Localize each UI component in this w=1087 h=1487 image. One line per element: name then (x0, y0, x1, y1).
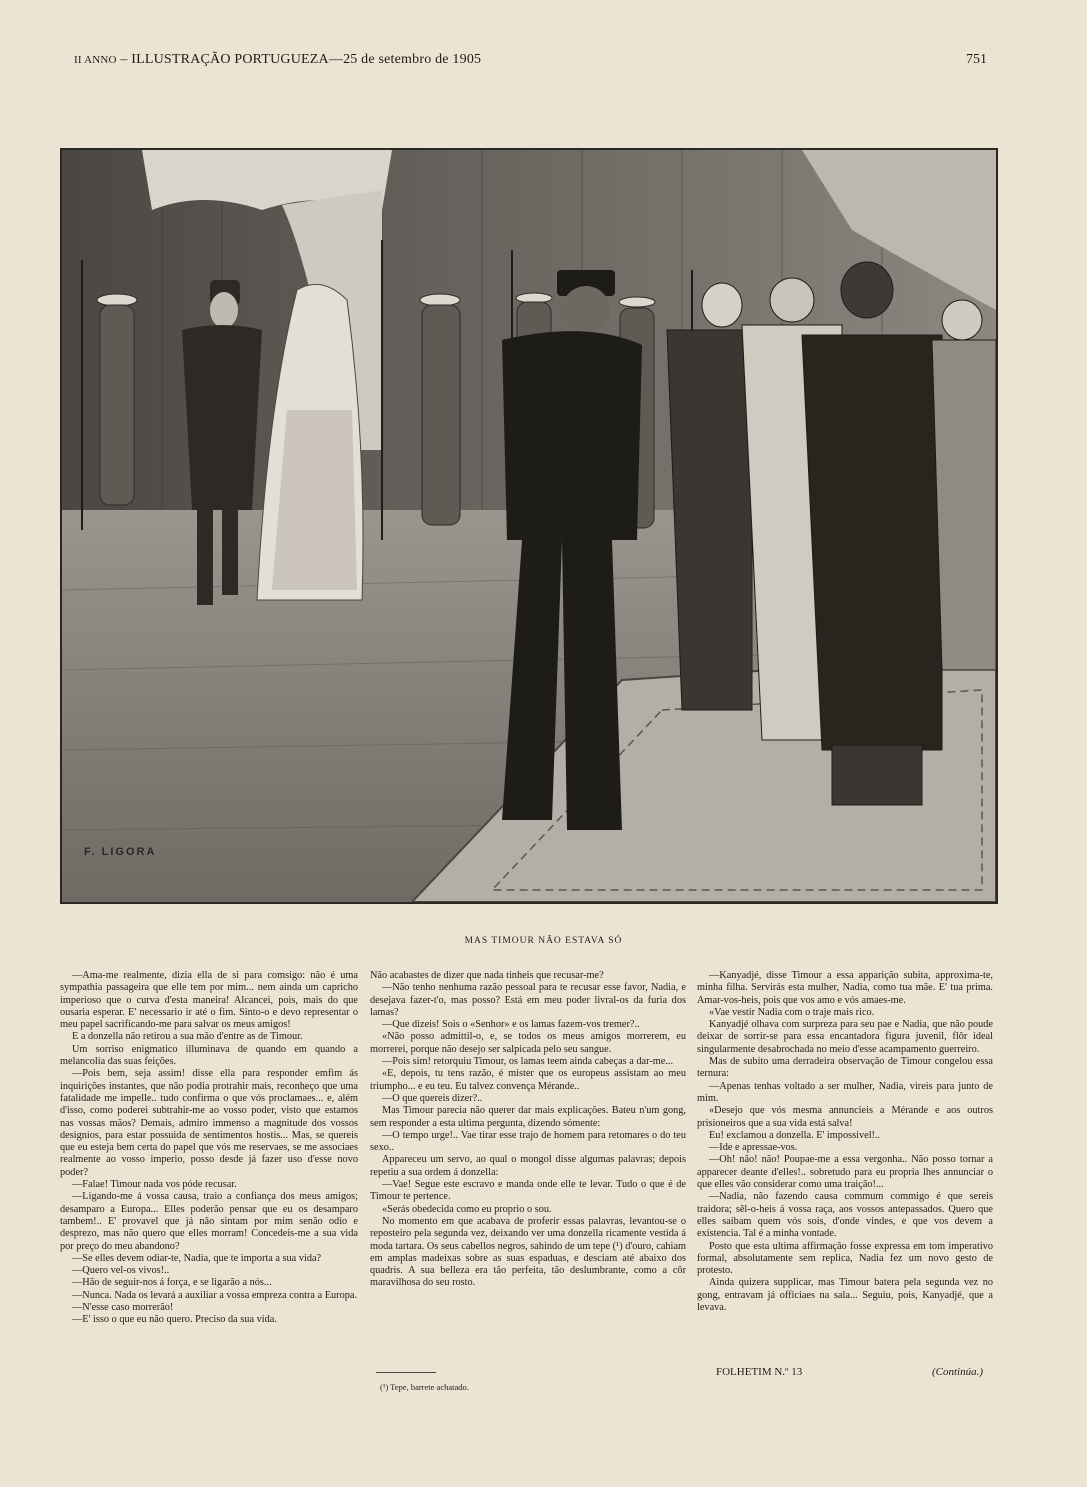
paragraph: «Não posso admittil-o, e, se todos os meus amigos morrerem, eu morrerei, porque não desejo ser salpicada pelo seu sangue. (370, 1031, 686, 1055)
paragraph: —Apenas tenhas voltado a ser mulher, Nadia, vireis para junto de mim. (697, 1080, 993, 1104)
paragraph: «Serás obedecida como eu proprio o sou. (382, 1203, 552, 1215)
paragraph: —Não tenho nenhuma razão pessoal para te recusar esse favor, Nadia, e desejava fazer-t'o, mas posso? Está em meu poder livral-os da furia dos lamas? (370, 982, 686, 1018)
paragraph: —Ide e apressae-vos. (709, 1142, 798, 1154)
paragraph: Eu! exclamou a donzella. E' impossivel!.. (709, 1129, 881, 1141)
footnote: (¹) Tepe, barrete achatado. (380, 1382, 469, 1392)
paragraph: Mas Timour parecia não querer dar mais explicações. Bateu n'um gong, sem responder a esta ultima pergunta, dizendo sómente: (370, 1105, 686, 1129)
paragraph: —Se elles devem odiar-te, Nadia, que te importa a sua vida? (72, 1252, 322, 1264)
text-column-2 (370, 970, 686, 1290)
paragraph: —Pois sim! retorquiu Timour, os lamas teem ainda cabeças a dar-me... (382, 1056, 674, 1068)
text-column-3 (697, 970, 993, 1314)
paragraph: —Nunca. Nada os levará a auxiliar a vossa empreza contra a Europa. (72, 1289, 358, 1301)
paragraph: Posto que esta ultima affirmação fosse expressa em tom imperativo formal, absolutamente sem replica, Nadia fez um novo gesto de protesto. (697, 1240, 993, 1277)
page-header (0, 52, 1087, 72)
paragraph: —Falae! Timour nada vos póde recusar. (72, 1179, 237, 1191)
issue-label: II ANNO (74, 54, 117, 66)
paragraph: Kanyadjé olhava com surpreza para seu pae e Nadia, que não poude deixar de sorrir-se para essa encantadora figura juvenil, flôr ideal singularmente desabrochada no meio d'esse acampamento guerreiro. (697, 1019, 993, 1055)
paragraph: —Que dizeis! Sois o «Senhor» e os lamas fazem-vos tremer?.. (382, 1019, 640, 1031)
paragraph: —O que quereis dizer?.. (382, 1092, 483, 1104)
illustration-plate (60, 148, 998, 904)
artist-signature: F. LIGORA (84, 846, 157, 858)
paragraph: —N'esse caso morrerão! (72, 1302, 174, 1314)
paragraph: Não acabastes de dizer que nada tinheis que recusar-me? (370, 970, 604, 981)
paragraph: —Oh! não! não! Poupae-me a essa vergonha.. Não posso tornar a apparecer deante d'elles!.. sobretudo para eu propria lhes annunciar o que elles vão considerar como uma traição!... (697, 1154, 993, 1191)
paragraph: Mas de subito uma derradeira observação de Timour congelou essa ternura: (697, 1056, 993, 1080)
paragraph: —Nadia, não fazendo causa commum commigo é que sereis traidora; sêl-o-heis á vossa raça, aos vossos antepassados. Quero que elles saibam quem vós sois, d'onde vindes, e que vos devem a existencia. Tal é a minha vontade. (697, 1191, 993, 1240)
paragraph: «Desejo que vós mesma annuncieis a Mérande e aos outros prisioneiros que a sua vida está salva! (697, 1105, 993, 1129)
running-title (74, 52, 481, 68)
paragraph: «E, depois, tu tens razão, é mister que os europeus assistam ao meu triumpho... e eu teu. Eu talvez convença Mérande.. (370, 1068, 686, 1092)
paragraph: —Vae! Segue este escravo e manda onde elle te levar. Tudo o que é de Timour te pertence. (370, 1179, 686, 1203)
paragraph: —Pois bem, seja assim! disse ella para responder emfim ás inquirições instantes, que não podia protrahir mais, reconheço que uma fatalidade me impelle.. tudo confirma o que vós proclamaes... e, além d'isso, como poderei subtrahir-me ao vosso poder, visto que estamos nas vossas mãos? Demais, admiro immenso a magnitude dos vossos designios, para estar possuida de sentimentos hostis... Mas, se quereis que eu esteja bem certa do papel que vós me reservaes, se me associaes realmente ao vosso imperio, posso desde já fazer uso d'esse novo poder? (60, 1068, 358, 1178)
paragraph: —E' isso o que eu não quero. Preciso da sua vida. (72, 1314, 277, 1326)
footnote-rule (376, 1372, 436, 1373)
paragraph: —O tempo urge!.. Vae tirar esse trajo de homem para retomares o do teu sexo.. (370, 1129, 686, 1154)
paragraph: «Vae vestir Nadia com o traje mais rico. (709, 1006, 875, 1018)
continued-note: (Continúa.) (932, 1366, 984, 1378)
text-column-1 (60, 970, 358, 1327)
paragraph: —Hão de seguir-nos á força, e se ligarão a nós... (72, 1277, 272, 1289)
paragraph: Appareceu um servo, ao qual o mongol disse algumas palavras; depois repetiu a sua ordem á donzella: (370, 1154, 686, 1178)
paragraph: Um sorriso enigmatico illuminava de quando em quando a melancolia das suas feições. (60, 1043, 358, 1068)
folhetim-number: FOLHETIM N.º 13 (716, 1366, 803, 1378)
paragraph: —Ama-me realmente, dizia ella de si para comsigo: não é uma sympathia passageira que elle tem por mim... nem ainda um capricho imperioso que o curva d'esta maneira! Alcancei, pois, mais do que ousaria esperar. E' necessario ir até o fim. Sinto-o e devo representar o meu papel sacrificando-me para salvar os meus amigos! (60, 970, 358, 1031)
illustration-caption: MAS TIMOUR NÃO ESTAVA SÓ (464, 936, 623, 946)
paragraph: —Kanyadjé, disse Timour a essa apparição subita, approxima-te, minha filha. Servirás esta mulher, Nadia, como tua mãe. E' tua prima. Amar-vos-heis, pois que vos amo e vós amaes-me. (697, 970, 993, 1006)
page-number: 751 (966, 52, 987, 67)
paragraph: No momento em que acabava de proferir essas palavras, levantou-se o reposteiro pela segunda vez, deixando ver uma donzella ricamente vestida á moda tartara. Os seus cabellos negros, sahindo de um tepe (¹) d'ouro, cahiam em amplas madeixas sobre as suas espaduas, e desciam até abaixo dos quadris. A sua belleza era tão perfeita, tão deslumbrante, como a côr maravilhosa do seu rosto. (370, 1215, 686, 1289)
paragraph: Ainda quizera supplicar, mas Timour batera pela segunda vez no gong, entravam já officiaes na sala... Seguiu, pois, Kanyadjé, que a levava. (697, 1277, 993, 1314)
paragraph: E a donzella não retirou a sua mão d'entre as de Timour. (72, 1031, 303, 1043)
publication-title: – ILLUSTRAÇÃO PORTUGUEZA—25 de setembro de 1905 (120, 52, 482, 67)
illustration-scene (62, 150, 996, 902)
paragraph: —Quero vel-os vivos!.. (72, 1265, 170, 1277)
paragraph: —Ligando-me á vossa causa, traio a confiança dos meus amigos; desamparo a Europa... Elles poderão pensar que eu os desamparo tambem!.. E' provavel que já não sintam por mim senão odio e desprezo, mas não quero que elles morram! Concedeis-me a sua vida por preço do meu abandono? (60, 1191, 358, 1252)
